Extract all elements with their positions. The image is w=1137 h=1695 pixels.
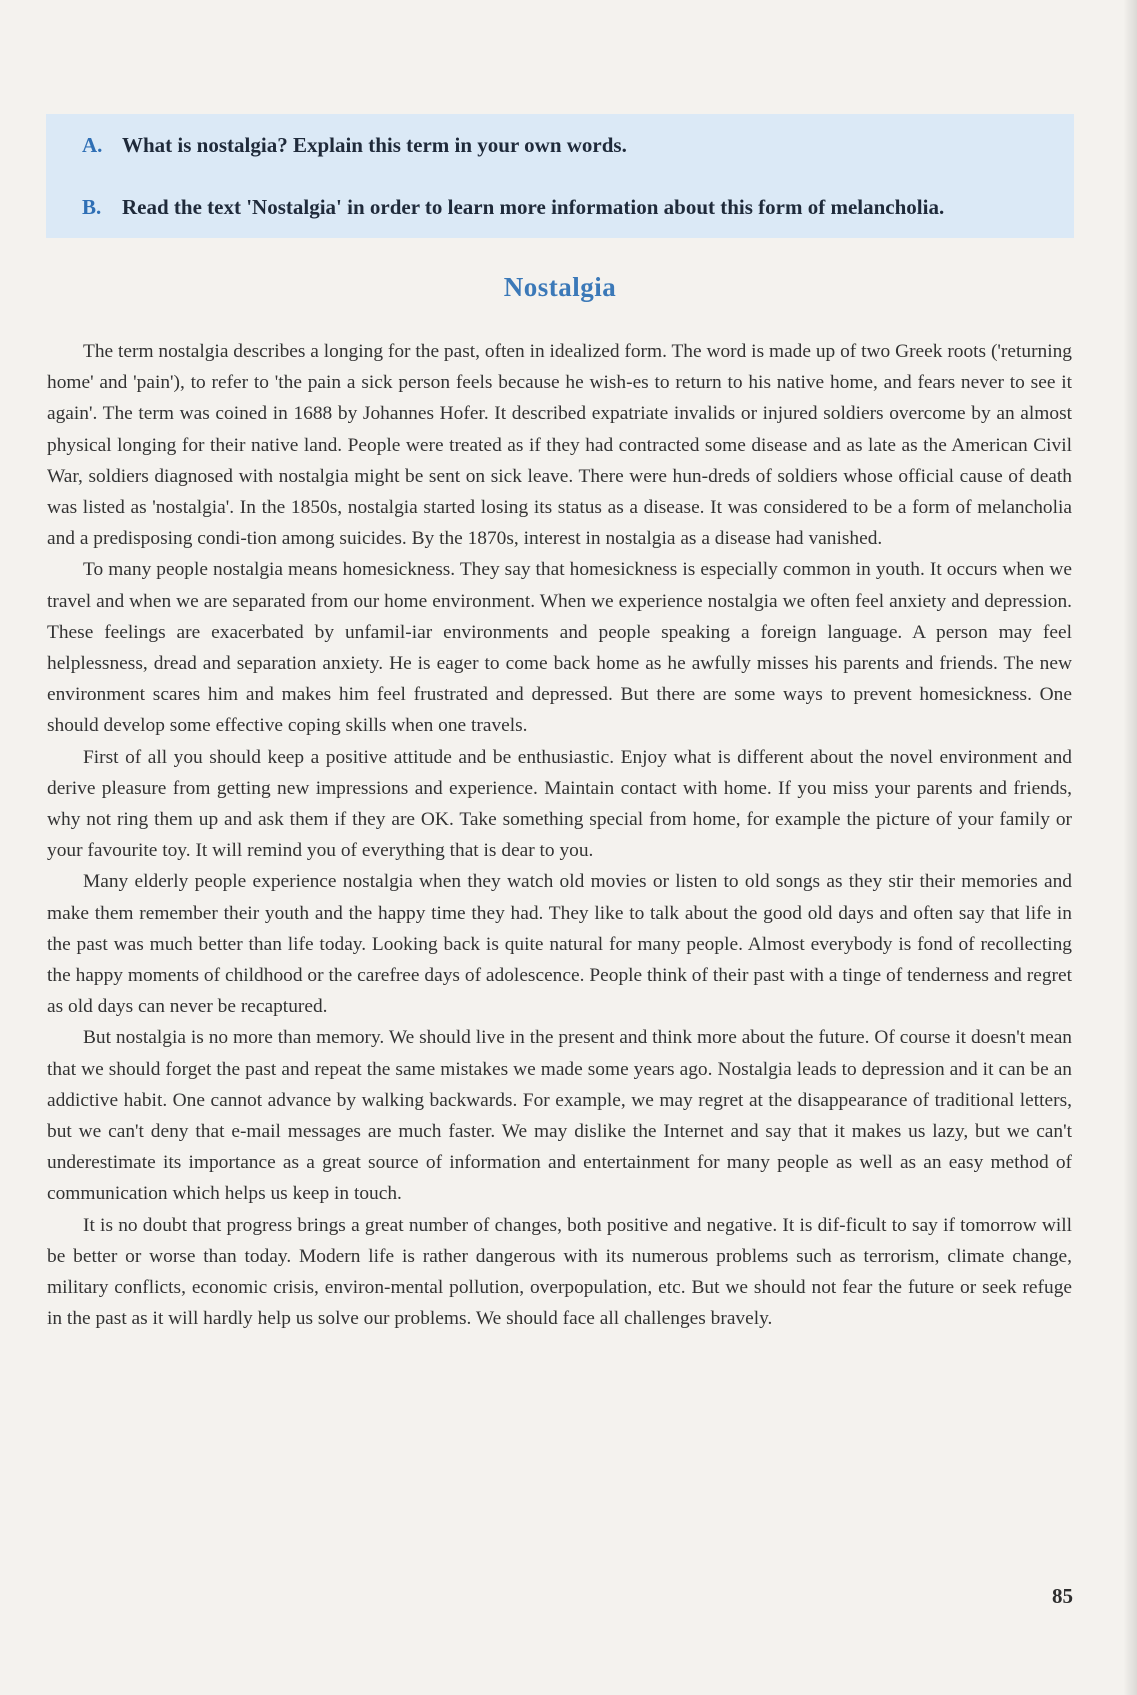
task-a-letter: A.: [82, 133, 103, 157]
task-b-text: Read the text 'Nostalgia' in order to learn more information about this form of melancholia.: [122, 195, 945, 219]
paragraph-2: To many people nostalgia means homesickness. They say that homesickness is especially common in youth. It occurs when we travel and when we are separated from our home environment. When we experience nostalgia we often feel anxiety and depression. These feelings are exacerbated by unfamil-iar environments and people speaking a foreign language. A person may feel helplessness, dread and separation anxiety. He is eager to come back home as he awfully misses his parents and friends. The new environment scares him and makes him feel frustrated and depressed. But there are some ways to prevent homesickness. One should develop some effective coping skills when one travels.: [47, 559, 1072, 737]
page-number: 85: [1052, 1584, 1073, 1608]
task-b-letter: B.: [82, 195, 102, 219]
task-a: [82, 132, 1044, 158]
article-title: Nostalgia: [503, 272, 617, 302]
article-body: [47, 336, 1072, 1335]
paragraph-1: The term nostalgia describes a longing for the past, often in idealized form. The word is made up of two Greek roots ('returning home' and 'pain'), to refer to 'the pain a sick person feels because he wish-es to return to his native home, and fears never to see it again'. The term was coined in 1688 by Johannes Hofer. It described expatriate invalids or injured soldiers overcome by an almost physical longing for their native land. People were treated as if they had contracted some disease and as late as the American Civil War, soldiers diagnosed with nostalgia might be sent on sick leave. There were hun-dreds of soldiers whose official cause of death was listed as 'nostalgia'. In the 1850s, nostalgia started losing its status as a disease. It was considered to be a form of melancholia and a predisposing condi-tion among suicides. By the 1870s, interest in nostalgia as a disease had vanished.: [47, 341, 1072, 550]
paragraph-4: Many elderly people experience nostalgia when they watch old movies or listen to old songs as they stir their memories and make them remember their youth and the happy time they had. They like to talk about the good old days and often say that life in the past was much better than life today. Looking back is quite natural for many people. Almost everybody is fond of recollecting the happy moments of childhood or the carefree days of adolescence. People think of their past with a tinge of tenderness and regret as old days can never be recaptured.: [47, 871, 1072, 1018]
task-a-text: What is nostalgia? Explain this term in your own words.: [122, 133, 627, 157]
task-box: [46, 114, 1074, 238]
paragraph-6: It is no doubt that progress brings a great number of changes, both positive and negative. It is dif-ficult to say if tomorrow will be better or worse than today. Modern life is rather dangerous with its numerous problems such as terrorism, climate change, military conflicts, economic crisis, environ-mental pollution, overpopulation, etc. But we should not fear the future or seek refuge in the past as it will hardly help us solve our problems. We should face all challenges bravely.: [47, 1214, 1072, 1330]
paragraph-5: But nostalgia is no more than memory. We should live in the present and think more about the future. Of course it doesn't mean that we should forget the past and repeat the same mistakes we made some years ago. Nostalgia leads to depression and it can be an addictive habit. One cannot advance by walking backwards. For example, we may regret at the disappearance of traditional letters, but we can't deny that e-mail messages are much faster. We may dislike the Internet and say that it makes us lazy, but we can't underestimate its importance as a great source of information and entertainment for many people as well as an easy method of communication which helps us keep in touch.: [47, 1027, 1072, 1205]
paragraph-3: First of all you should keep a positive attitude and be enthusiastic. Enjoy what is different about the novel environment and derive pleasure from getting new impressions and experience. Maintain contact with home. If you miss your parents and friends, why not ring them up and ask them if they are OK. Take something special from home, for example the picture of your family or your favourite toy. It will remind you of everything that is dear to you.: [47, 746, 1072, 862]
task-b: [82, 194, 1044, 220]
page-edge-shadow: [1123, 0, 1137, 1695]
